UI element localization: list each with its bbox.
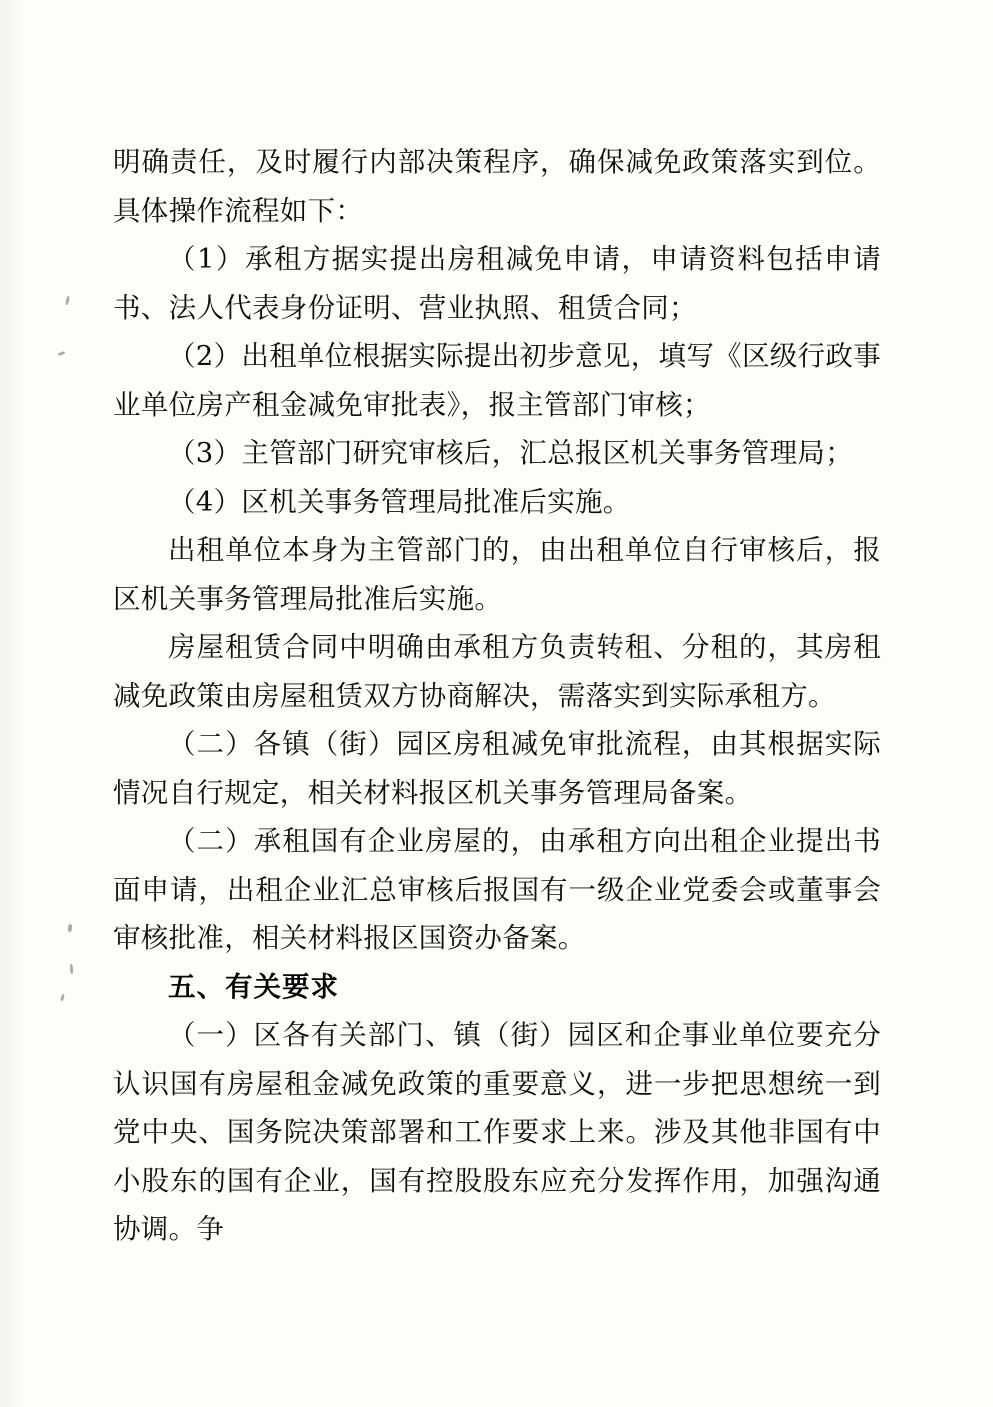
scan-speckle [65,296,70,305]
scan-speckle [60,994,65,1002]
paragraph-requirement-1: （一）区各有关部门、镇（街）园区和企事业单位要充分认识国有房屋租金减免政策的重要意义，进一步把思想统一到党中央、国务院决策部署和工作要求上来。涉及其他非国有中小股东的国有企业，国有控股股东应充分发挥作用，加强沟通协调。争 [113,1019,881,1245]
paragraph-sublease-note: 房屋租赁合同中明确由承租方负责转租、分租的，其房租减免政策由房屋租赁双方协商解决，需落实到实际承租方。 [113,631,881,712]
paragraph-item-2: （2）出租单位根据实际提出初步意见，填写《区级行政事业单位房产租金减免审批表》，报主管部门审核； [113,340,881,421]
paragraph-item-4: （4）区机关事务管理局批准后实施。 [168,485,631,518]
section-heading-five: 五、有关要求 [168,970,339,1003]
paragraph-section-3: （二）承租国有企业房屋的，由承租方向出租企业提出书面申请，出租企业汇总审核后报国有一级企业党委会或董事会审核批准，相关材料报区国资办备案。 [113,825,881,954]
scan-speckle [70,964,74,974]
paragraph-1: 明确责任，及时履行内部决策程序，确保减免政策落实到位。具体操作流程如下： [113,146,881,227]
document-body [113,138,881,1254]
scan-speckle [68,924,73,932]
paragraph-landlord-note: 出租单位本身为主管部门的，由出租单位自行审核后，报区机关事务管理局批准后实施。 [113,534,881,615]
paragraph-item-3: （3）主管部门研究审核后，汇总报区机关事务管理局； [168,437,853,469]
paragraph-item-1: （1）承租方据实提出房租减免申请，申请资料包括申请书、法人代表身份证明、营业执照、租赁合同； [113,243,881,324]
scan-speckle [58,351,66,356]
paragraph-section-2: （二）各镇（街）园区房租减免审批流程，由其根据实际情况自行规定，相关材料报区机关事务管理局备案。 [113,728,881,809]
page-edge-shading [0,0,26,1407]
